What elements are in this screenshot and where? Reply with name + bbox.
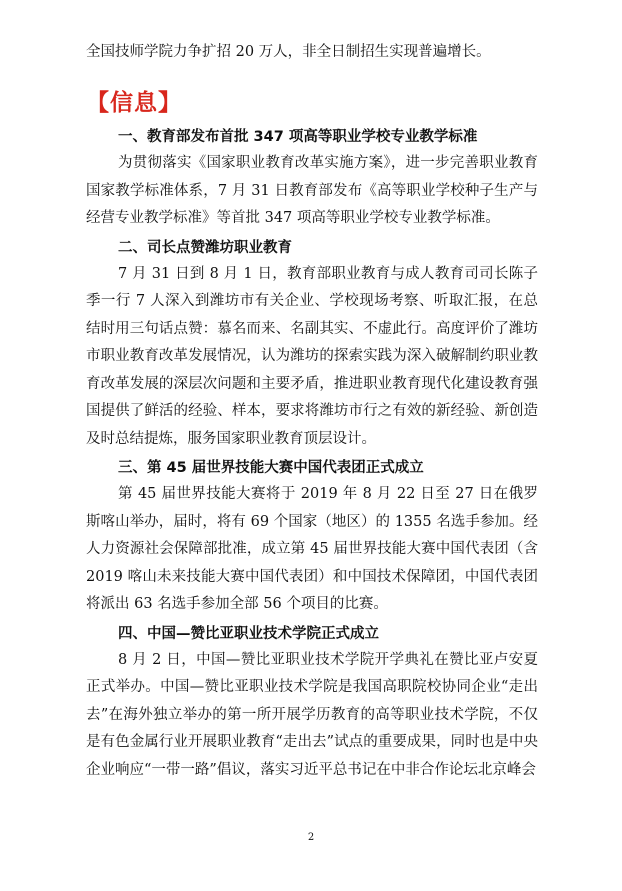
news-item-title: 一、教育部发布首批 347 项高等职业学校专业教学标准 bbox=[118, 129, 478, 145]
section-tag-info: 【信息】 bbox=[86, 90, 182, 116]
news-item bbox=[86, 621, 538, 785]
news-item-title: 二、司长点赞潍坊职业教育 bbox=[118, 239, 292, 256]
news-item bbox=[86, 124, 538, 233]
news-item-body: 为贯彻落实《国家职业教育改革实施方案》，进一步完善职业教育国家教学标准体系，7 月 31 日教育部发布《高等职业学校种子生产与经营专业教学标准》等首批 347 项高等职业学校专业教学标准。 bbox=[86, 155, 538, 226]
news-item-title: 三、第 45 届世界技能大赛中国代表团正式成立 bbox=[118, 460, 424, 476]
news-item-body: 第 45 届世界技能大赛将于 2019 年 8 月 22 日至 27 日在俄罗斯喀山举办，届时，将有 69 个国家（地区）的 1355 名选手参加。经人力资源社会保障部批准，成立第 45 届世界技能大赛中国代表团（含 2019 喀山未来技能大赛中国代表团）和中国技术保障团，中国代表团将派出 63 名选手参加全部 56 个项目的比赛。 bbox=[86, 486, 538, 612]
news-item-title: 四、中国—赞比亚职业技术学院正式成立 bbox=[118, 625, 379, 642]
news-item bbox=[86, 455, 538, 619]
news-item-body: 8 月 2 日，中国—赞比亚职业技术学院开学典礼在赞比亚卢安夏正式举办。中国—赞比亚职业技术学院是我国高职院校协同企业“走出去”在海外独立举办的第一所开展学历教育的高等职业技术学院，不仅是有色金属行业开展职业教育“走出去”试点的重要成果，同时也是中央企业响应“一带一路”倡议，落实习近平总书记在中非合作论坛北京峰会 bbox=[86, 651, 538, 778]
news-item bbox=[86, 235, 538, 454]
page-number: 2 bbox=[307, 832, 315, 843]
news-list bbox=[86, 122, 538, 784]
news-item-body: 7 月 31 日到 8 月 1 日，教育部职业教育与成人教育司司长陈子季一行 7 人深入到潍坊市有关企业、学校现场考察、听取汇报，在总结时用三句话点赞：慕名而来、名副其实、不虚此行。高度评价了潍坊市职业教育改革发展情况，认为潍坊的探索实践为深入破解制约职业教育改革发展的深层次问题和主要矛盾，推进职业教育现代化建设教育强国提供了鲜活的经验、样本，要求将潍坊市行之有效的新经验、新创造及时总结提炼，服务国家职业教育顶层设计。 bbox=[86, 265, 538, 447]
lead-paragraph: 全国技师学院力争扩招 20 万人，非全日制招生实现普遍增长。 bbox=[86, 44, 491, 60]
